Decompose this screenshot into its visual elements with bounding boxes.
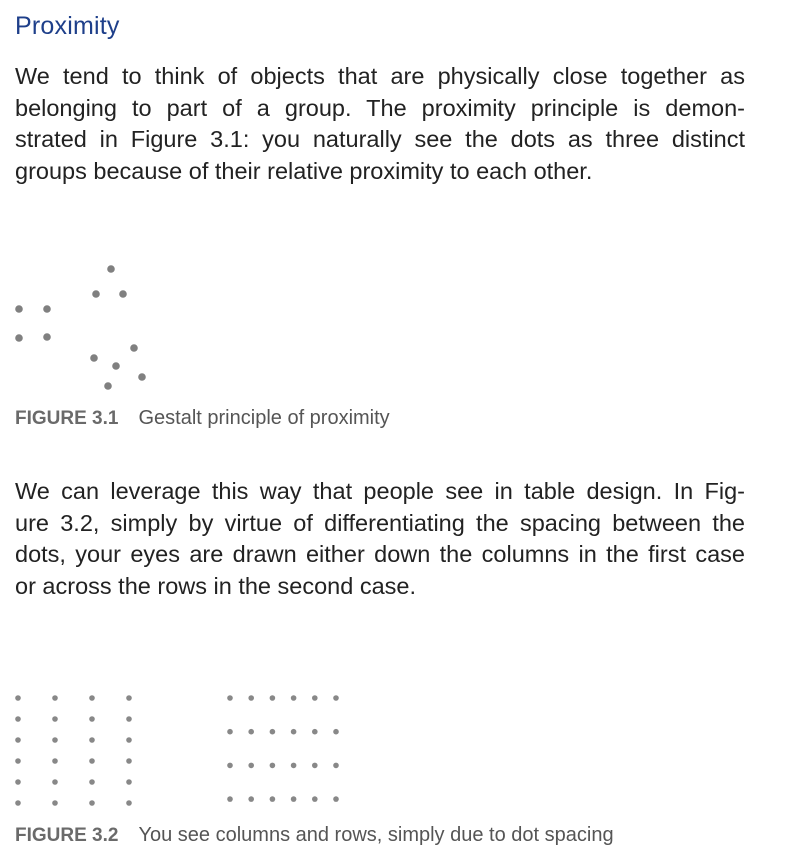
dot-grid-columns xyxy=(15,695,132,806)
section-heading: Proximity xyxy=(15,12,120,40)
dot xyxy=(126,800,132,806)
dot xyxy=(52,695,58,701)
paragraph-line: strated in Figure 3.1: you naturally see the dots as three distinct xyxy=(15,126,745,152)
dot xyxy=(15,716,21,722)
dot xyxy=(126,779,132,785)
dot xyxy=(15,695,21,701)
dot xyxy=(248,796,254,802)
dot xyxy=(248,763,254,769)
dot xyxy=(126,716,132,722)
dot xyxy=(312,796,318,802)
dot xyxy=(291,763,297,769)
dot xyxy=(312,729,318,735)
dot xyxy=(89,695,95,701)
dot xyxy=(15,779,21,785)
dot xyxy=(52,737,58,743)
dot xyxy=(90,354,98,362)
paragraph-line: ure 3.2, simply by virtue of differentiating the spacing between the xyxy=(15,509,745,536)
figure-3-2-caption xyxy=(15,824,614,847)
dot-group-square xyxy=(15,305,51,342)
dot xyxy=(52,779,58,785)
dot xyxy=(333,695,339,701)
dot xyxy=(119,290,127,298)
paragraph-line: or across the rows in the second case. xyxy=(15,572,417,599)
dot xyxy=(248,729,254,735)
dot xyxy=(112,362,120,370)
dot xyxy=(270,729,276,735)
figure-caption-text: Gestalt principle of proximity xyxy=(138,407,390,429)
dot xyxy=(89,737,95,743)
dot xyxy=(130,344,138,352)
dot xyxy=(15,305,23,313)
dot xyxy=(104,382,112,390)
figure-caption-text: You see columns and rows, simply due to dot spacing xyxy=(138,824,614,846)
dot xyxy=(15,334,23,342)
dot xyxy=(52,758,58,764)
dot xyxy=(52,716,58,722)
paragraph-line: We tend to think of objects that are physically close together as xyxy=(15,63,745,89)
figure-3-1-dot-groups xyxy=(0,250,200,400)
dot xyxy=(270,796,276,802)
dot xyxy=(107,265,115,273)
paragraph-line: groups because of their relative proximity to each other. xyxy=(15,157,593,184)
dot xyxy=(15,737,21,743)
dot xyxy=(291,729,297,735)
dot xyxy=(89,779,95,785)
dot xyxy=(126,758,132,764)
dot xyxy=(43,305,51,313)
dot xyxy=(227,729,233,735)
dot xyxy=(89,758,95,764)
dot xyxy=(333,729,339,735)
dot-grid-rows xyxy=(227,695,339,802)
dot xyxy=(248,695,254,701)
paragraph-line: dots, your eyes are drawn either down the columns in the first case xyxy=(15,541,745,567)
dot xyxy=(89,800,95,806)
dot xyxy=(227,695,233,701)
dot xyxy=(312,695,318,701)
dot xyxy=(333,763,339,769)
dot xyxy=(270,695,276,701)
figure-3-1-caption xyxy=(15,407,390,430)
dot xyxy=(138,373,146,381)
dot xyxy=(43,333,51,341)
dot xyxy=(291,796,297,802)
dot-group-triangle xyxy=(92,265,127,298)
dot xyxy=(15,758,21,764)
dot xyxy=(333,796,339,802)
paragraph-line: We can leverage this way that people see in table design. In Fig- xyxy=(15,478,745,504)
paragraph-proximity-intro xyxy=(15,61,745,187)
dot xyxy=(270,763,276,769)
dot xyxy=(227,763,233,769)
figure-3-2-dot-grids xyxy=(0,680,360,820)
dot xyxy=(126,737,132,743)
figure-label: FIGURE 3.1 xyxy=(15,408,119,429)
dot xyxy=(15,800,21,806)
paragraph-line: belonging to part of a group. The proximity principle is demon- xyxy=(15,94,745,121)
dot xyxy=(89,716,95,722)
dot-group-scatter xyxy=(90,344,146,390)
dot xyxy=(227,796,233,802)
dot xyxy=(92,290,100,298)
dot xyxy=(52,800,58,806)
dot xyxy=(126,695,132,701)
dot xyxy=(312,763,318,769)
figure-label: FIGURE 3.2 xyxy=(15,825,119,846)
paragraph-table-design xyxy=(15,476,745,602)
dot xyxy=(291,695,297,701)
